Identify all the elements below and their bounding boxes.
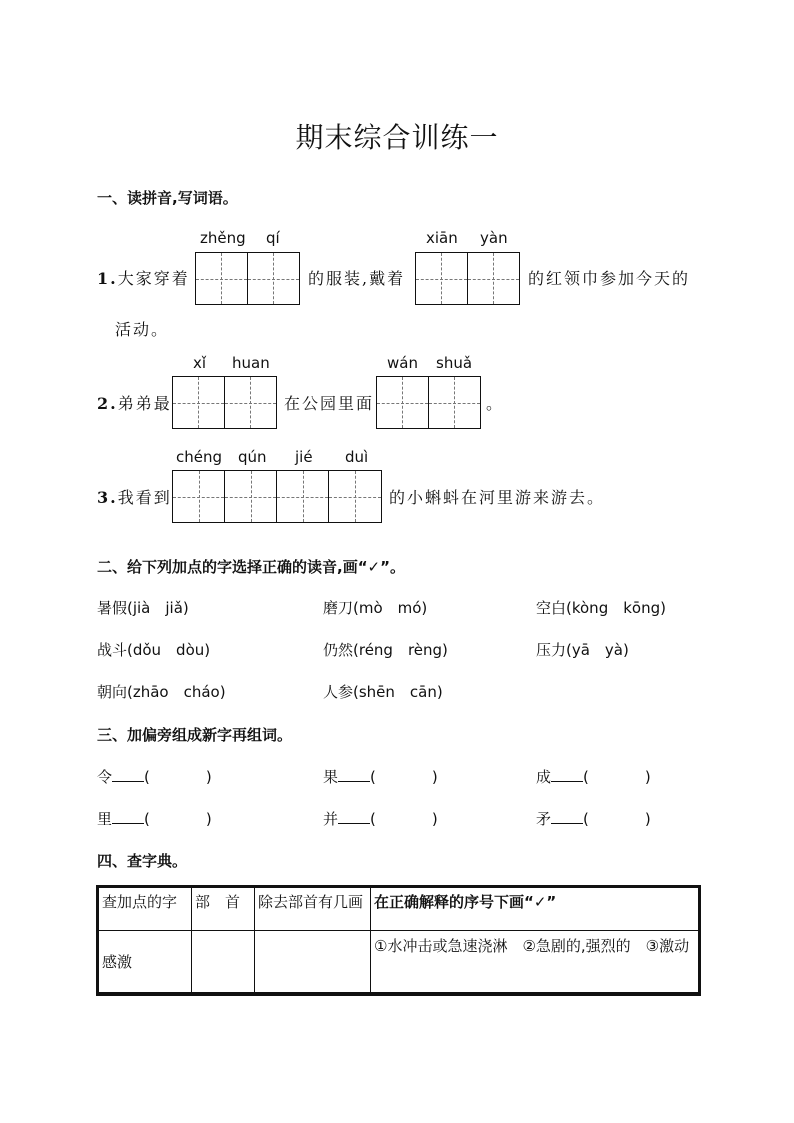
- answer-grid[interactable]: [415, 252, 520, 305]
- table-header: 除去部首有几画: [255, 888, 371, 931]
- answer-grid[interactable]: [172, 470, 382, 523]
- paren-close: ): [205, 768, 212, 786]
- radical-item: [97, 808, 212, 829]
- table-header: 在正确解释的序号下画“✓”: [371, 888, 699, 931]
- base-char: 矛: [536, 810, 552, 828]
- reading-option[interactable]: 战斗(dǒu dòu): [97, 641, 211, 659]
- pinyin: duì: [345, 448, 369, 466]
- base-char: 并: [323, 810, 339, 828]
- question-number: 2.: [97, 394, 118, 413]
- reading-option[interactable]: 磨刀(mò mó): [323, 599, 428, 617]
- table-cell-strokes[interactable]: [255, 931, 371, 993]
- reading-option[interactable]: 压力(yā yà): [536, 641, 629, 659]
- blank-line[interactable]: [112, 809, 144, 824]
- blank-line[interactable]: [338, 767, 370, 782]
- table-cell-word: 感激: [99, 931, 192, 993]
- table-header: 查加点的字: [99, 888, 192, 931]
- pinyin: jié: [295, 448, 313, 466]
- paren-close: ): [431, 768, 438, 786]
- base-char: 里: [97, 810, 113, 828]
- pinyin: qún: [238, 448, 267, 466]
- table-cell-meanings[interactable]: ①水冲击或急速浇淋 ②急剧的,强烈的 ③激动: [371, 931, 699, 993]
- radical-item: [536, 766, 651, 787]
- question-text: 我看到: [117, 488, 172, 507]
- writing-cell[interactable]: [329, 471, 381, 522]
- paren-open: (: [144, 768, 150, 786]
- paren-close: ): [644, 810, 651, 828]
- paren-open: (: [370, 768, 376, 786]
- section-4-heading: 四、查字典。: [97, 852, 188, 870]
- paren-open: (: [370, 810, 376, 828]
- pinyin: qí: [266, 229, 280, 247]
- answer-grid[interactable]: [195, 252, 300, 305]
- blank-line[interactable]: [338, 809, 370, 824]
- question-text: 弟弟最: [117, 394, 172, 413]
- writing-cell[interactable]: [225, 471, 277, 522]
- pinyin: xǐ: [193, 354, 207, 372]
- writing-cell[interactable]: [277, 471, 329, 522]
- blank-line[interactable]: [551, 809, 583, 824]
- pinyin: xiān: [426, 229, 458, 247]
- radical-item: [323, 808, 438, 829]
- table-header: 部 首: [192, 888, 255, 931]
- paren-close: ): [205, 810, 212, 828]
- question-number: 1.: [97, 269, 118, 288]
- question-text: 活动。: [115, 320, 170, 339]
- question-text: 的小蝌蚪在河里游来游去。: [389, 488, 606, 507]
- paren-close: ): [644, 768, 651, 786]
- paren-open: (: [583, 810, 589, 828]
- base-char: 果: [323, 768, 339, 786]
- writing-cell[interactable]: [377, 377, 429, 428]
- writing-cell[interactable]: [468, 253, 520, 304]
- radical-item: [97, 766, 212, 787]
- paren-open: (: [144, 810, 150, 828]
- blank-line[interactable]: [112, 767, 144, 782]
- writing-cell[interactable]: [416, 253, 468, 304]
- base-char: 令: [97, 768, 113, 786]
- answer-grid[interactable]: [172, 376, 277, 429]
- question-number: 3.: [97, 488, 118, 507]
- question-text: 大家穿着: [117, 269, 190, 288]
- radical-item: [323, 766, 438, 787]
- page-title: 期末综合训练一: [295, 121, 499, 154]
- writing-cell[interactable]: [429, 377, 481, 428]
- section-3-heading: 三、加偏旁组成新字再组词。: [97, 726, 293, 744]
- reading-option[interactable]: 暑假(jià jiǎ): [97, 599, 189, 617]
- dictionary-table: [96, 885, 701, 996]
- reading-option[interactable]: 仍然(réng rèng): [323, 641, 448, 659]
- question-text: 的服装,戴着: [308, 269, 406, 288]
- reading-option[interactable]: 空白(kòng kōng): [536, 599, 666, 617]
- pinyin: zhěng: [200, 229, 246, 247]
- section-2-heading: 二、给下列加点的字选择正确的读音,画“✓”。: [97, 558, 405, 576]
- writing-cell[interactable]: [225, 377, 277, 428]
- paren-open: (: [583, 768, 589, 786]
- base-char: 成: [536, 768, 552, 786]
- question-text: 在公园里面: [284, 394, 375, 413]
- section-1-heading: 一、读拼音,写词语。: [97, 189, 238, 207]
- answer-grid[interactable]: [376, 376, 481, 429]
- reading-option[interactable]: 人参(shēn cān): [323, 683, 443, 701]
- writing-cell[interactable]: [173, 377, 225, 428]
- reading-option[interactable]: 朝向(zhāo cháo): [97, 683, 226, 701]
- writing-cell[interactable]: [173, 471, 225, 522]
- pinyin: wán: [387, 354, 418, 372]
- pinyin: yàn: [480, 229, 508, 247]
- radical-item: [536, 808, 651, 829]
- paren-close: ): [431, 810, 438, 828]
- blank-line[interactable]: [551, 767, 583, 782]
- question-text: 的红领巾参加今天的: [528, 269, 691, 288]
- table-cell-radical[interactable]: [192, 931, 255, 993]
- pinyin: huan: [232, 354, 270, 372]
- writing-cell[interactable]: [196, 253, 248, 304]
- question-text: 。: [486, 394, 505, 413]
- pinyin: chéng: [176, 448, 223, 466]
- pinyin: shuǎ: [436, 354, 473, 372]
- writing-cell[interactable]: [248, 253, 300, 304]
